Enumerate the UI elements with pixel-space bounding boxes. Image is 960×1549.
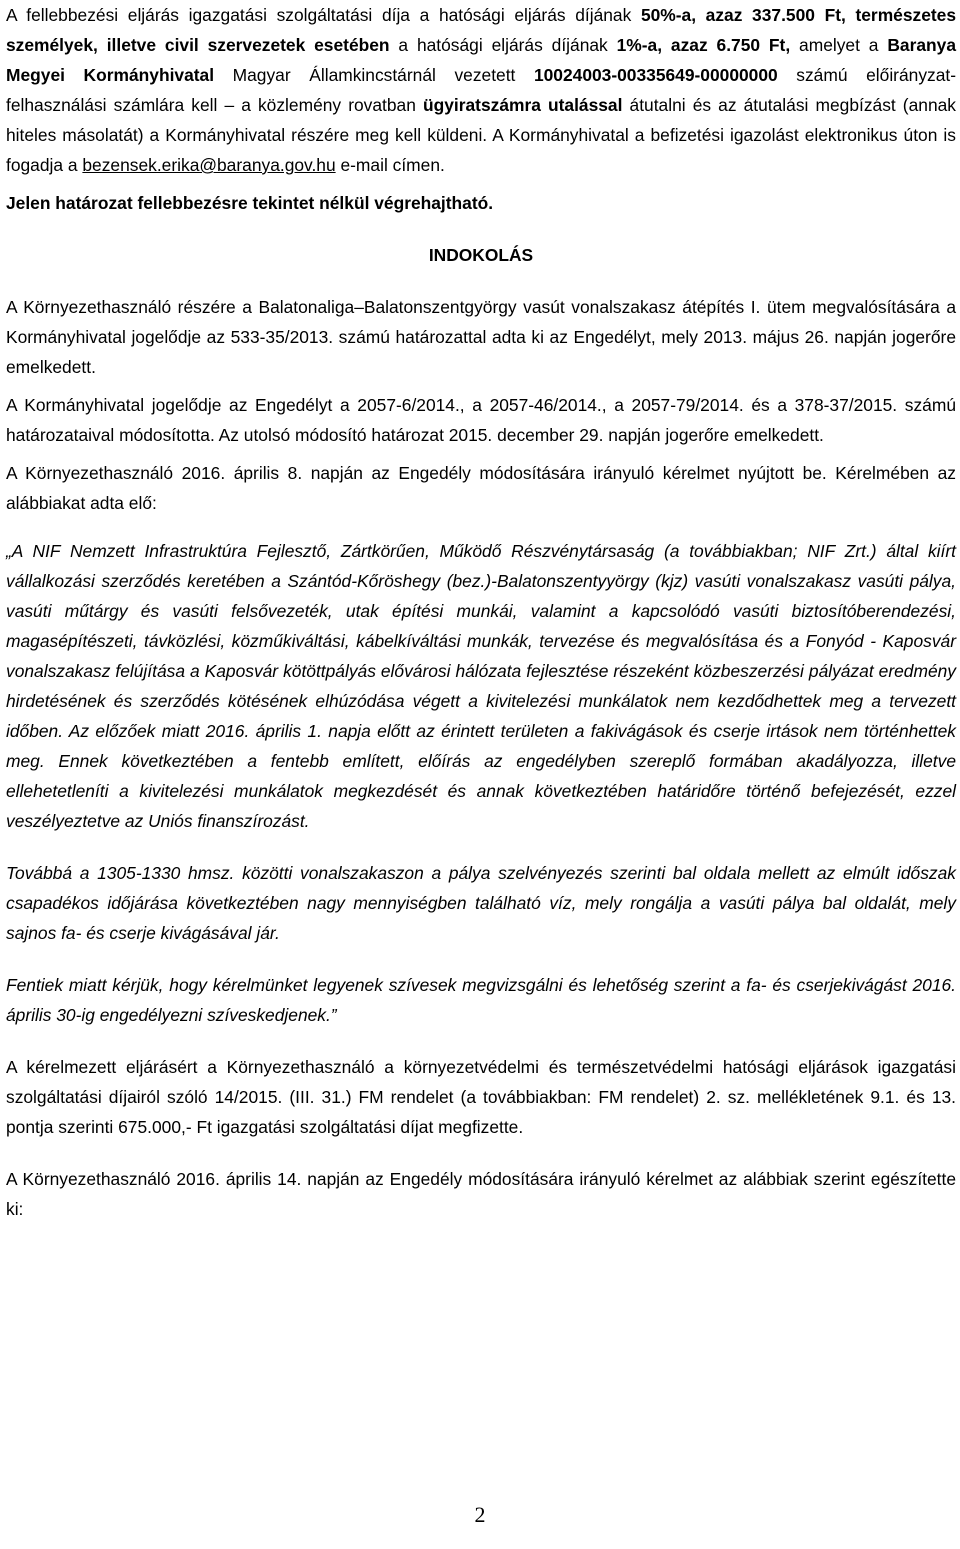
quoted-request (6, 536, 956, 1030)
quote-paragraph-1: „A NIF Nemzett Infrastruktúra Fejlesztő, Zártkörűen, Működő Részvénytársaság (a továbbiakban; NIF Zrt.) által kiírt vállalkozási szerződés keretében a Szántód-Kőröshegy (bez.)-Balatonszentyyörgy (kjz) vasúti vonalszakasz vasúti pálya, vasúti műtárgy és vasúti felsővezeték, utak építési munkái, valamint a kapcsolódó vasúti biztosítóberendezési, magasépítészeti, távközlési, közműkiváltási, kábelkíváltási munkák, tervezése és megvalósítása és a Fonyód - Kaposvár vonalszakasz felújítása a Kaposvár kötöttpályás elővárosi hálózata fejlesztése részeként közbeszerzési pályázat eredmény hirdetésének és szerződés kötésének elhúzódása végett a kivitelezési munkálatok nem kezdődhettek meg a tervezett időben. Az előzőek miatt 2016. április 1. napja előtt az érintett területen a fakivágások és cserje irtások nem történhettek meg. Ennek következtében a fentebb említett, előírás az engedélyben szereplő formában akadályozza, illetve ellehetetleníti a kivitelezési munkálatok megkezdését és annak következtében határidőre történő befejezését, ezzel veszélyeztetve az Uniós finanszírozást. (6, 541, 956, 831)
fee-text-6: átutalni és az átutalási megbízást (annak hiteles másolatát) a Kormányhivatal részére meg kell küldeni. A Kormányhivatal a befizetési igazolást elektronikus úton is fogadja a (6, 95, 956, 175)
permit-paragraph: A Környezethasználó részére a Balatonaliga–Balatonszentgyörgy vasút vonalszakasz átépítés I. ütem megvalósítására a Kormányhivatal jogelődje az 533-35/2013. számú határozattal adta ki az Engedélyt, mely 2013. május 26. napján jogerőre emelkedett. (6, 297, 956, 377)
fee-text-2: a hatósági eljárás díjának (389, 35, 617, 55)
fee-payment-paragraph: A kérelmezett eljárásért a Környezethasználó a környezetvédelmi és természetvédelmi hatósági eljárások igazgatási szolgáltatási díjairól szóló 14/2015. (III. 31.) FM rendelet (a továbbiakban: FM rendelet) 2. sz. mellékletének 9.1. és 13. pontja szerinti 675.000,- Ft igazgatási szolgáltatási díjat megfizette. (6, 1057, 956, 1137)
fee-amount-bold: 1%-a, azaz 6.750 Ft, (616, 35, 791, 55)
fee-text-5: számú előirányzat-felhasználási számlára kell – a közlemény rovatban (6, 65, 957, 115)
fee-rate-bold: 50%-a, azaz 337.500 Ft, természetes személyek, illetve civil szervezetek esetében (6, 5, 956, 55)
enforceability-statement: Jelen határozat fellebbezésre tekintet nélkül végrehajtható. (6, 193, 494, 213)
account-number: 10024003-00335649-00000000 (533, 65, 778, 85)
section-heading: INDOKOLÁS (428, 245, 534, 265)
page-number: 2 (474, 1502, 486, 1527)
supplement-paragraph: A Környezethasználó 2016. április 14. napján az Engedély módosítására irányuló kérelmet az alábbiak szerint egészítette ki: (6, 1169, 956, 1219)
email-link[interactable]: bezensek.erika@baranya.gov.hu (82, 155, 336, 175)
reference-instruction: ügyiratszámra utalással (422, 95, 623, 115)
fee-paragraph (6, 0, 956, 180)
quote-paragraph-3: Fentiek miatt kérjük, hogy kérelmünket legyenek szívesek megvizsgálni és lehetőség szerint a fa- és cserjekivágást 2016. április 30-ig engedélyezni szíveskedjenek.” (6, 975, 956, 1025)
request-paragraph: A Környezethasználó 2016. április 8. napján az Engedély módosítására irányuló kérelmet nyújtott be. Kérelmében az alábbiakat adta elő: (6, 463, 956, 513)
fee-text-1: A fellebbezési eljárás igazgatási szolgáltatási díja a hatósági eljárás díjának (6, 5, 641, 25)
modification-paragraph: A Kormányhivatal jogelődje az Engedélyt a 2057-6/2014., a 2057-46/2014., a 2057-79/2014. és a 378-37/2015. számú határozataival módosította. Az utolsó módosító határozat 2015. december 29. napján jogerőre emelkedett. (6, 395, 956, 445)
fee-text-7: e-mail címen. (335, 155, 445, 175)
quote-paragraph-2: Továbbá a 1305-1330 hmsz. közötti vonalszakaszon a pálya szelvényezés szerinti bal oldala mellett az elmúlt időszak csapadékos időjárása következtében nagy mennyiségben található víz, mely rongálja a vasúti pálya bal oldalát, mely sajnos fa- és cserje kivágásával jár. (6, 863, 956, 943)
authority-name: Baranya Megyei Kormányhivatal (6, 35, 956, 85)
document-page (6, 0, 956, 1224)
fee-text-3: amelyet a (790, 35, 888, 55)
fee-text-4: Magyar Államkincstárnál vezetett (214, 65, 534, 85)
